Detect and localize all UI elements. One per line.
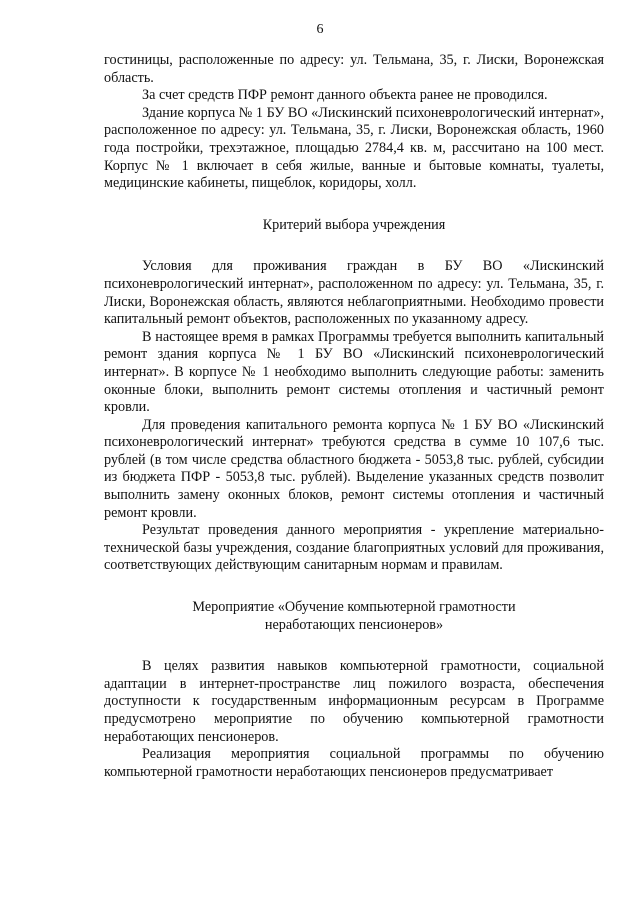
paragraph-continuation: гостиницы, расположенные по адресу: ул. Тельмана, 35, г. Лиски, Воронежская область. <box>104 52 604 86</box>
document-body <box>104 52 604 781</box>
paragraph: В настоящее время в рамках Программы требуется выполнить капитальный ремонт здания корпуса № 1 БУ ВО «Лискинский психоневрологический интернат». В корпусе № 1 необходимо выполнить следующие работы: заменить оконные блоки, выполнить ремонт системы отопления и частичный ремонт кровли. <box>104 328 604 416</box>
paragraph: Здание корпуса № 1 БУ ВО «Лискинский психоневрологический интернат», расположенное по адресу: ул. Тельмана, 35, г. Лиски, Воронежская область, 1960 года постройки, трехэтажное, площадью 2784,4 кв. м, рассчитано на 100 мест. Корпус № 1 включает в себя жилые, ванные и бытовые комнаты, туалеты, медицинские кабинеты, пищеблок, коридоры, холл. <box>104 104 604 192</box>
section-heading-computer-literacy-line2: неработающих пенсионеров» <box>264 616 444 633</box>
paragraph: Реализация мероприятия социальной программы по обучению компьютерной грамотности неработающих пенсионеров предусматривает <box>104 746 604 780</box>
section-heading-computer-literacy-line1: Мероприятие «Обучение компьютерной грамотности <box>192 599 516 616</box>
paragraph: Условия для проживания граждан в БУ ВО «Лискинский психоневрологический интернат», расположенном по адресу: ул. Тельмана, 35, г. Лиски, Воронежская область, являются неблагоприятными. Необходимо провести капитальный ремонт объектов, расположенных по указанному адресу. <box>104 258 604 328</box>
paragraph: В целях развития навыков компьютерной грамотности, социальной адаптации в интернет-пространстве лиц пожилого возраста, обеспечения доступности к государственным информационным ресурсам в Программе предусмотрено мероприятие по обучению компьютерной грамотности неработающих пенсионеров. <box>104 658 604 745</box>
page-number: 6 <box>316 22 324 37</box>
paragraph: Результат проведения данного мероприятия - укрепление материально-технической базы учреждения, создание благоприятных условий для проживания, соответствующих действующим санитарным нормам и правилам. <box>104 522 604 574</box>
section-heading-criteria: Критерий выбора учреждения <box>262 216 446 233</box>
paragraph: За счет средств ПФР ремонт данного объекта ранее не проводился. <box>142 87 548 104</box>
paragraph: Для проведения капитального ремонта корпуса № 1 БУ ВО «Лискинский психоневрологический интернат» требуются средства в сумме 10 107,6 тыс. рублей (в том числе средства областного бюджета - 5053,8 тыс. рублей, субсидии из бюджета ПФР - 5053,8 тыс. рублей). Выделение указанных средств позволит выполнить замену оконных блоков, ремонт системы отопления и частичный ремонт кровли. <box>104 416 604 521</box>
